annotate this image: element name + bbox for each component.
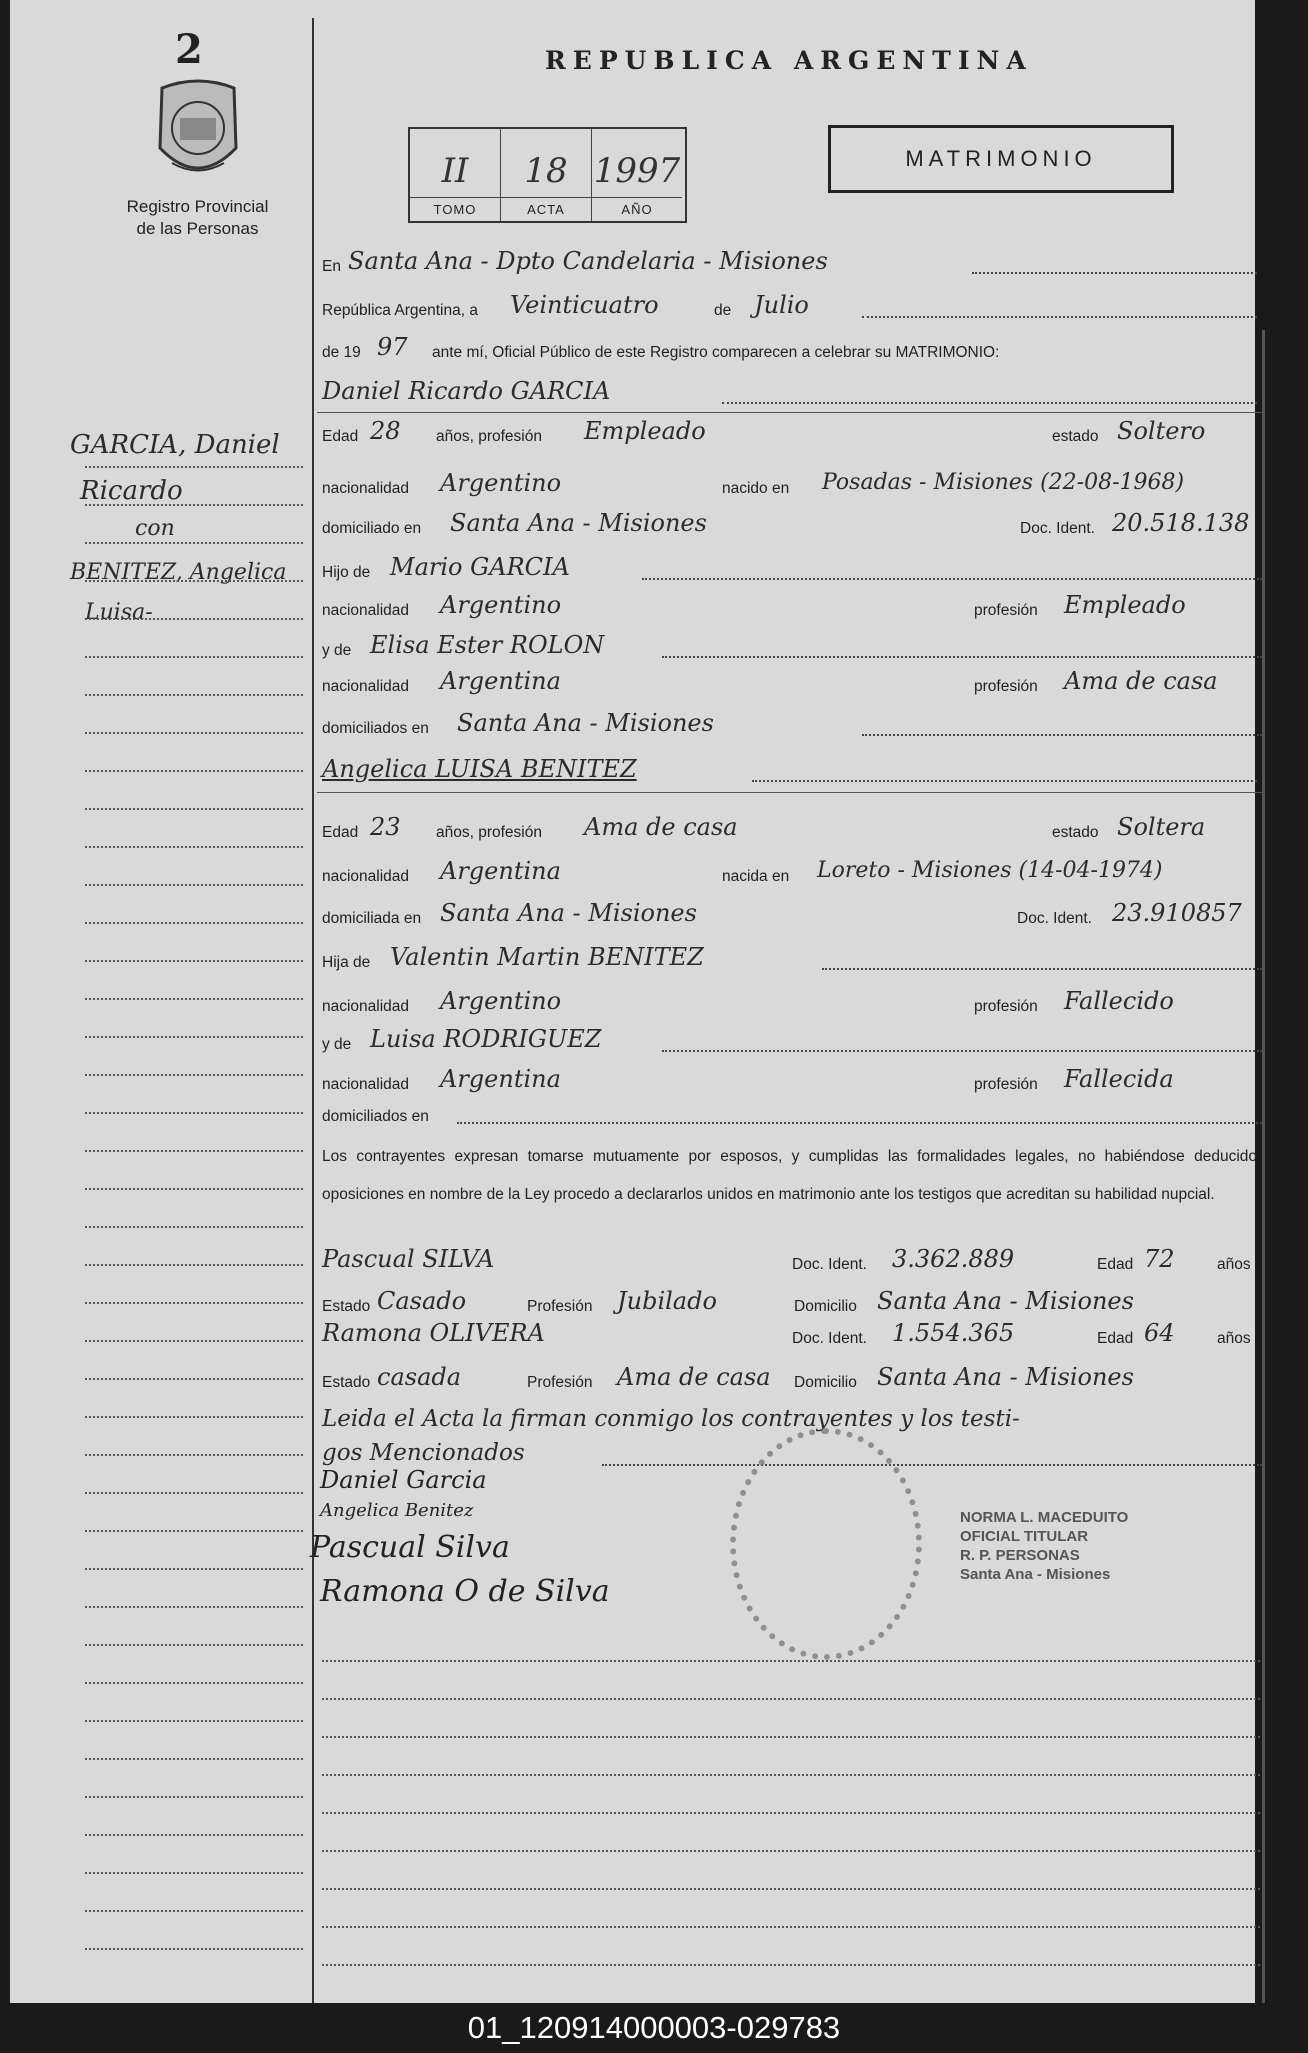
declaration-text: Los contrayentes expresan tomarse mutuamente por esposos, y cumplidas las formalidades legales, no habiéndose deducido oposiciones en nombre de la Ley procedo a declararlos unidos en matrimonio ante los testigos que acreditan su habilidad nupcial.	[322, 1148, 1257, 1203]
ano-cell: 1997 AÑO	[593, 151, 681, 217]
margin-ruled-line	[85, 732, 303, 734]
margin-ruled-line	[85, 884, 303, 886]
body-ruled-line	[322, 1926, 1260, 1928]
bride-dom-row: domiciliada en Santa Ana - Misiones Doc. Ident. 23.910857	[322, 899, 1242, 927]
margin-line-4: BENITEZ, Angelica	[70, 560, 287, 585]
bride-mother-row: y de Luisa RODRIGUEZ	[322, 1028, 1262, 1054]
bride-age-row: Edad 23 años, profesión Ama de casa estado Soltera	[322, 813, 1206, 841]
margin-ruled-line	[85, 656, 303, 658]
signature-bride: Angelica Benitez	[320, 1500, 474, 1521]
witness2-details-row: Estado casada Profesión Ama de casa Domicilio Santa Ana - Misiones	[322, 1363, 1134, 1391]
bride-name-row: Angelica LUISA BENITEZ	[322, 758, 1262, 784]
groom-father-nat-row: nacionalidad Argentino profesión Empleado	[322, 591, 1186, 619]
country-title: REPUBLICA ARGENTINA	[545, 46, 1033, 75]
margin-ruled-line	[85, 1188, 303, 1190]
margin-ruled-line	[85, 580, 303, 582]
body-ruled-line	[322, 1964, 1260, 1966]
signature-witness2: Ramona O de Silva	[320, 1574, 610, 1609]
margin-ruled-line	[85, 1492, 303, 1494]
signature-witness1: Pascual Silva	[310, 1530, 510, 1565]
record-box	[408, 127, 687, 223]
margin-ruled-line	[85, 1758, 303, 1760]
groom-father-row: Hijo de Mario GARCIA	[322, 556, 1262, 582]
body-ruled-line	[322, 1736, 1260, 1738]
body-ruled-line	[322, 1774, 1260, 1776]
margin-ruled-line	[85, 846, 303, 848]
margin-line-5: Luisa-	[85, 600, 153, 625]
margin-ruled-line	[85, 466, 303, 468]
body-ruled-line	[322, 1698, 1260, 1700]
margin-ruled-line	[85, 1872, 303, 1874]
closing-line-2: gos Mencionados	[322, 1442, 1262, 1468]
margin-line-2: Ricardo	[80, 476, 183, 506]
margin-ruled-line	[85, 618, 303, 620]
page-number: 2	[175, 26, 203, 73]
margin-ruled-line	[85, 1720, 303, 1722]
margin-ruled-line	[85, 998, 303, 1000]
body-ruled-line	[322, 1812, 1260, 1814]
margin-ruled-line	[85, 542, 303, 544]
margin-ruled-line	[85, 808, 303, 810]
acta-cell: 18 ACTA	[501, 129, 592, 221]
margin-ruled-line	[85, 1264, 303, 1266]
margin-ruled-line	[85, 1644, 303, 1646]
groom-dom-row: domiciliado en Santa Ana - Misiones Doc. Ident. 20.518.138	[322, 509, 1250, 537]
closing-line-1: Leida el Acta la firman conmigo los contrayentes y los testi-	[322, 1406, 1020, 1432]
right-rule	[1262, 330, 1265, 2003]
margin-ruled-line	[85, 1530, 303, 1532]
margin-ruled-line	[85, 1948, 303, 1950]
rule	[317, 792, 1262, 793]
groom-name-row: Daniel Ricardo GARCIA	[322, 380, 1262, 406]
witness1-row: Pascual SILVA Doc. Ident. 3.362.889 Edad 72 años	[322, 1245, 1251, 1273]
official-stamp: NORMA L. MACEDUITO OFICIAL TITULAR R. P. PERSONAS Santa Ana - Misiones	[960, 1509, 1129, 1583]
bride-parents-dom-row: domiciliados en	[322, 1100, 1262, 1126]
year-row: de 19 97 ante mí, Oficial Público de este Registro comparecen a celebrar su MATRIMONIO:	[322, 333, 1000, 361]
image-caption: 01_120914000003-029783	[467, 2010, 841, 2045]
groom-nat-row: nacionalidad Argentino nacido en Posadas - Misiones (22-08-1968)	[322, 469, 1185, 497]
margin-ruled-line	[85, 1416, 303, 1418]
groom-mother-nat-row: nacionalidad Argentina profesión Ama de casa	[322, 667, 1218, 695]
signature-groom: Daniel Garcia	[320, 1466, 487, 1494]
place-row: En Santa Ana - Dpto Candelaria - Misiones	[322, 250, 1262, 276]
witness2-row: Ramona OLIVERA Doc. Ident. 1.554.365 Edad 64 años	[322, 1319, 1251, 1347]
margin-ruled-line	[85, 1340, 303, 1342]
bride-father-row: Hija de Valentin Martin BENITEZ	[322, 946, 1262, 972]
body-ruled-line	[322, 1888, 1260, 1890]
margin-ruled-line	[85, 960, 303, 962]
groom-age-row: Edad 28 años, profesión Empleado estado Soltero	[322, 417, 1206, 445]
margin-ruled-line	[85, 694, 303, 696]
date-row: República Argentina, a Veinticuatro de Julio	[322, 294, 1262, 320]
margin-ruled-line	[85, 1910, 303, 1912]
bride-father-nat-row: nacionalidad Argentino profesión Fallecido	[322, 987, 1174, 1015]
margin-ruled-line	[85, 504, 303, 506]
provincial-seal-icon	[152, 78, 244, 182]
margin-ruled-line	[85, 922, 303, 924]
margin-ruled-line	[85, 1682, 303, 1684]
margin-line-3: con	[135, 516, 175, 541]
rule	[317, 412, 1262, 413]
tomo-cell: II TOMO	[410, 129, 501, 221]
round-seal-stamp	[730, 1428, 922, 1660]
groom-mother-row: y de Elisa Ester ROLON	[322, 634, 1262, 660]
margin-line-1: GARCIA, Daniel	[70, 430, 280, 460]
groom-parents-dom-row: domiciliados en Santa Ana - Misiones	[322, 712, 1262, 738]
margin-ruled-line	[85, 770, 303, 772]
witness1-details-row: Estado Casado Profesión Jubilado Domicilio Santa Ana - Misiones	[322, 1287, 1134, 1315]
bride-mother-nat-row: nacionalidad Argentina profesión Fallecida	[322, 1065, 1174, 1093]
margin-ruled-line	[85, 1074, 303, 1076]
margin-ruled-line	[85, 1834, 303, 1836]
margin-ruled-line	[85, 1606, 303, 1608]
body-ruled-line	[322, 1850, 1260, 1852]
document-page	[10, 0, 1255, 2003]
registry-name: Registro Provincial de las Personas	[126, 197, 269, 238]
margin-rule	[312, 18, 314, 2003]
margin-ruled-line	[85, 1378, 303, 1380]
margin-ruled-line	[85, 1150, 303, 1152]
margin-ruled-line	[85, 1226, 303, 1228]
margin-ruled-line	[85, 1454, 303, 1456]
margin-ruled-line	[85, 1796, 303, 1798]
act-type-box: MATRIMONIO	[828, 125, 1174, 193]
margin-ruled-line	[85, 1112, 303, 1114]
margin-ruled-line	[85, 1568, 303, 1570]
bride-nat-row: nacionalidad Argentina nacida en Loreto - Misiones (14-04-1974)	[322, 857, 1163, 885]
body-ruled-line	[322, 1660, 1260, 1662]
margin-ruled-line	[85, 1302, 303, 1304]
margin-ruled-line	[85, 1036, 303, 1038]
